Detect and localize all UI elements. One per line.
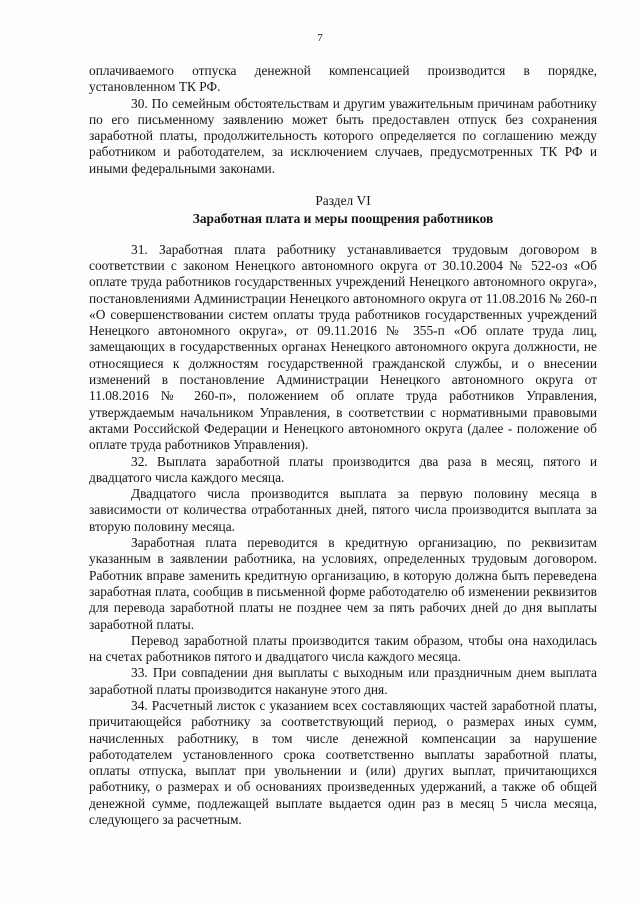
section-title: Заработная плата и меры поощрения работников	[192, 211, 494, 227]
paragraph-32-transfer: Заработная плата переводится в кредитную организацию, по реквизитам указанным в заявлении работника, на условиях, определенных трудовым договором. Работник вправе заменить кредитную организацию, в которую должна быть переведена заработная плата, сообщив в письменной форме работодателю об изменении реквизитов для перевода заработной платы не позднее чем за пять рабочих дней до дня выплаты заработной платы.	[89, 535, 597, 632]
paragraph-32-first-half: Двадцатого числа производится выплата за первую половину месяца в зависимости от количества отработанных дней, пятого числа производится выплата за вторую половину месяца.	[89, 486, 597, 534]
section-heading: Раздел VI	[315, 193, 371, 209]
paragraph-31: 31. Заработная плата работнику устанавливается трудовым договором в соответствии с законом Ненецкого автономного округа от 30.10.2004 № 522-оз «Об оплате труда работников государственных учреждений Ненецкого автономного округа», постановлениями Администрации Ненецкого автономного округа от 11.08.2016 № 260-п «О совершенствовании систем оплаты труда работников государственных учреждений Ненецкого автономного округа», от 09.11.2016 № 355-п «Об оплате труда лиц, замещающих в государственных органах Ненецкого автономного округа должности, не относящиеся к должностям государственной гражданской службы, и о внесении изменений в постановление Администрации Ненецкого автономного округа от 11.08.2016 № 260-п», положением об оплате труда работников Управления, утверждаемым начальником Управления, в соответствии с нормативными правовыми актами Российской Федерации и Ненецкого автономного округа (далее - положение об оплате труда работников Управления).	[89, 241, 597, 453]
paragraph-29-continuation: оплачиваемого отпуска денежной компенсацией производится в порядке, установленном ТК РФ.	[89, 63, 597, 95]
paragraph-30: 30. По семейным обстоятельствам и другим уважительным причинам работнику по его письменному заявлению может быть предоставлен отпуск без сохранения заработной платы, продолжительность которого определяется по соглашению между работником и работодателем, за исключением случаев, предусмотренных ТК РФ и иными федеральными законами.	[89, 95, 597, 176]
paragraph-32-transfer-timing: Перевод заработной платы производится таким образом, чтобы она находилась на счетах работников пятого и двадцатого числа каждого месяца.	[89, 632, 597, 665]
paragraph-33: 33. При совпадении дня выплаты с выходным или праздничным днем выплата заработной платы производится накануне этого дня.	[89, 665, 597, 697]
page-number: 7	[317, 32, 323, 44]
paragraph-34: 34. Расчетный листок с указанием всех составляющих частей заработной платы, причитающейся работнику за соответствующий период, о размерах иных сумм, начисленных работнику, в том числе денежной компенсации за нарушение работодателем установленного срока соответственно выплаты заработной платы, оплаты отпуска, выплат при увольнении и (или) других выплат, причитающихся работнику, о размерах и об основаниях произведенных удержаний, а также об общей денежной сумме, подлежащей выплате выдается один раз в месяц 5 числа месяца, следующего за расчетным.	[89, 697, 597, 828]
paragraph-32: 32. Выплата заработной платы производится два раза в месяц, пятого и двадцатого числа каждого месяца.	[89, 453, 597, 485]
page-content	[89, 63, 597, 828]
